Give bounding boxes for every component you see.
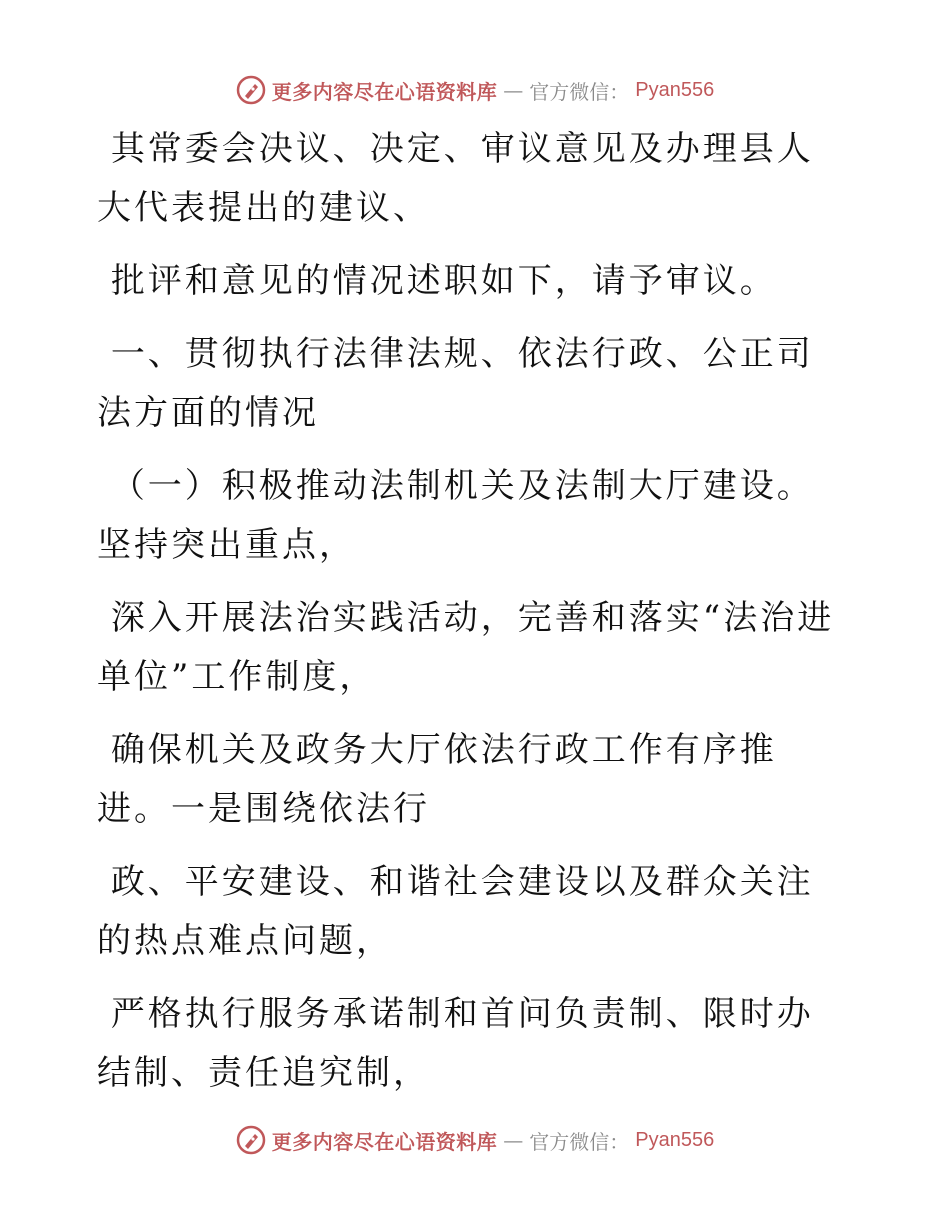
paragraph: 一、贯彻执行法律法规、依法行政、公正司法方面的情况 <box>97 334 814 433</box>
watermark-wechat-id: Pyan556 <box>635 1128 715 1151</box>
paragraph: 政、平安建设、和谐社会建设以及群众关注的热点难点问题， <box>97 862 814 961</box>
watermark-brand-text: 更多内容尽在心语资料库 <box>271 79 498 104</box>
pen-nib-icon <box>236 75 266 105</box>
watermark-brand-text: 更多内容尽在心语资料库 <box>271 1129 498 1154</box>
pen-nib-icon <box>236 1125 266 1155</box>
watermark-wechat-id: Pyan556 <box>635 78 715 101</box>
paragraph: 深入开展法治实践活动，完善和落实“法治进单位”工作制度， <box>97 598 835 697</box>
paragraph: 严格执行服务承诺制和首问负责制、限时办结制、责任追究制， <box>97 994 814 1093</box>
paragraph: （一）积极推动法制机关及法制大厅建设。坚持突出重点， <box>97 466 814 565</box>
watermark-label: 官方微信： <box>529 1129 630 1154</box>
paragraph: 确保机关及政务大厅依法行政工作有序推进。一是围绕依法行 <box>97 730 777 829</box>
watermark-separator: — <box>503 78 524 102</box>
paragraph: 其常委会决议、决定、审议意见及办理县人大代表提出的建议、 <box>97 129 814 228</box>
document-body <box>97 120 837 1117</box>
watermark-separator: — <box>503 1128 524 1152</box>
header-watermark <box>0 70 950 110</box>
watermark-label: 官方微信： <box>529 79 630 104</box>
paragraph: 批评和意见的情况述职如下，请予审议。 <box>97 261 777 301</box>
footer-watermark <box>0 1120 950 1160</box>
